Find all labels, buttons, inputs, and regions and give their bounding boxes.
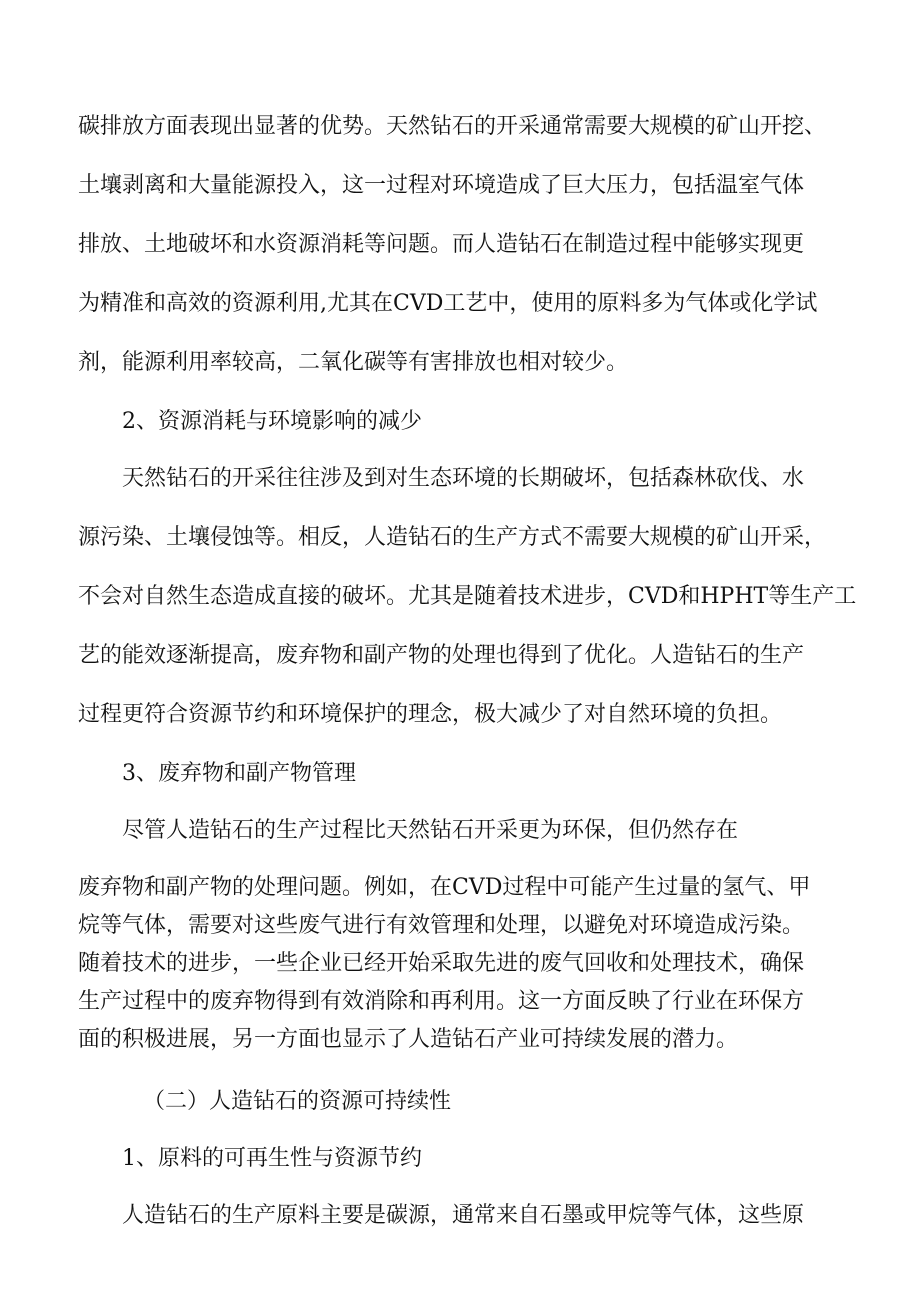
text-line: 不会对自然生态造成直接的破坏。尤其是随着技术进步，CVD和HPHT等生产工 — [78, 584, 857, 609]
text-line: 碳排放方面表现出显著的优势。天然钻石的开采通常需要大规模的矿山开挖、 — [78, 114, 827, 139]
section-heading: 3、废弃物和副产物管理 — [122, 761, 356, 786]
text-line: 生产过程中的废弃物得到有效消除和再利用。这一方面反映了行业在环保方 — [78, 989, 805, 1014]
text-line: 排放、土地破坏和水资源消耗等问题。而人造钻石在制造过程中能够实现更 — [78, 232, 805, 257]
text-line: 为精准和高效的资源利用,尤其在CVD工艺中，使用的原料多为气体或化学试 — [78, 291, 818, 316]
text-line: 剂，能源利用率较高，二氧化碳等有害排放也相对较少。 — [78, 350, 629, 375]
section-heading: 2、资源消耗与环境影响的减少 — [122, 409, 422, 434]
section-heading: （二）人造钻石的资源可持续性 — [143, 1089, 452, 1114]
text-line: 尽管人造钻石的生产过程比天然钻石开采更为环保，但仍然存在 — [122, 818, 739, 843]
text-line: 废弃物和副产物的处理问题。例如，在CVD过程中可能产生过量的氢气、甲 — [78, 875, 811, 900]
text-line: 过程更符合资源节约和环境保护的理念，极大减少了对自然环境的负担。 — [78, 702, 783, 727]
text-line: 天然钻石的开采往往涉及到对生态环境的长期破坏，包括森林砍伐、水 — [122, 466, 805, 491]
text-line: 源污染、土壤侵蚀等。相反，人造钻石的生产方式不需要大规模的矿山开采， — [78, 525, 827, 550]
text-line: 艺的能效逐渐提高，废弃物和副产物的处理也得到了优化。人造钻石的生产 — [78, 643, 805, 668]
text-line: 烷等气体，需要对这些废气进行有效管理和处理，以避免对环境造成污染。 — [78, 913, 805, 938]
text-line: 土壤剥离和大量能源投入，这一过程对环境造成了巨大压力，包括温室气体 — [78, 173, 805, 198]
text-line: 人造钻石的生产原料主要是碳源，通常来自石墨或甲烷等气体，这些原 — [122, 1203, 805, 1228]
text-line: 面的积极进展，另一方面也显示了人造钻石产业可持续发展的潜力。 — [78, 1027, 739, 1052]
text-line: 随着技术的进步，一些企业已经开始采取先进的废气回收和处理技术，确保 — [78, 951, 805, 976]
section-heading: 1、原料的可再生性与资源节约 — [122, 1146, 422, 1171]
